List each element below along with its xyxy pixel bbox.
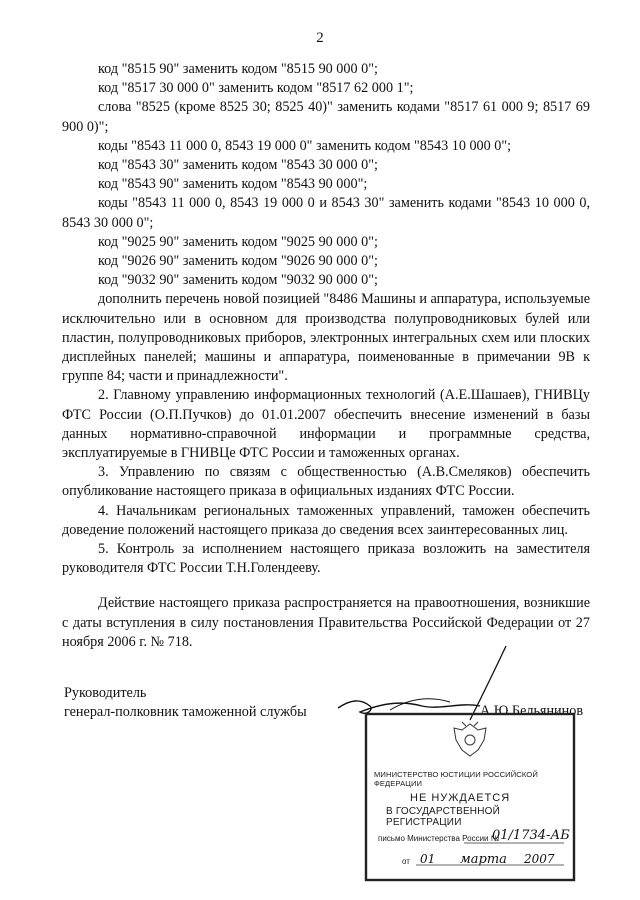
signatory-title	[64, 684, 307, 722]
amendment-line: коды "8543 11 000 0, 8543 19 000 0" заменить кодом "8543 10 000 0";	[98, 137, 512, 154]
amendment-line: код "9032 90" заменить кодом "9032 90 000 0";	[98, 272, 378, 289]
amendment-line: код "8543 90" заменить кодом "8543 90 000";	[98, 176, 368, 193]
signatory-title-line: генерал-полковник таможенной службы	[64, 704, 307, 720]
stamp-ministry: МИНИСТЕРСТВО ЮСТИЦИИ РОССИЙСКОЙ ФЕДЕРАЦИИ	[374, 770, 538, 788]
amendment-line: код "9025 90" заменить кодом "9025 90 000 0";	[98, 233, 378, 250]
amendment-line: коды "8543 11 000 0, 8543 19 000 0 и 8543 30" заменить кодами "8543 10 000 0, 8543 30 000 0";	[62, 195, 590, 231]
page-number: 2	[316, 30, 324, 46]
paragraph: 3. Управлению по связям с общественностью (А.В.Смеляков) обеспечить опубликование настоящего приказа в официальных изданиях ФТС России.	[62, 464, 590, 500]
amendment-line: слова "8525 (кроме 8525 30; 8525 40)" заменить кодами "8517 61 000 9; 8517 69 900 0)";	[62, 99, 590, 135]
amendment-line: код "8517 30 000 0" заменить кодом "8517 62 000 1";	[98, 80, 414, 97]
paragraph: дополнить перечень новой позицией "8486 Машины и аппаратура, используемые исключительно или в основном для производства полупроводниковых булей или пластин, полупроводниковых приборов, электронных интегральных схем или плоских дисплейных панелей; машины и аппаратура, поименованные в примечании 9В к группе 84; части и принадлежности".	[62, 291, 590, 385]
stamp-date-year: 2007	[524, 852, 555, 866]
stamp-letter-number: 01/1734-АБ	[492, 828, 570, 843]
stamp-line: В ГОСУДАРСТВЕННОЙ РЕГИСТРАЦИИ	[386, 806, 501, 828]
paragraph: 2. Главному управлению информационных технологий (А.Е.Шашаев), ГНИВЦу ФТС России (О.П.Пучков) до 01.01.2007 обеспечить внесение изменений в базы данных нормативно-справочной информации и программные средства, эксплуатируемые в ГНИВЦе ФТС России и таможенных органах.	[62, 387, 590, 462]
stamp-letter-label: письмо Министерства России №	[378, 834, 500, 843]
paragraph: 4. Начальникам региональных таможенных управлений, таможен обеспечить доведение положений настоящего приказа до сведения всех заинтересованных лиц.	[62, 502, 590, 538]
paragraph: Действие настоящего приказа распространяется на правоотношения, возникшие с даты вступления в силу постановления Правительства Российской Федерации от 27 ноября 2006 г. № 718.	[62, 595, 590, 650]
paragraph: 5. Контроль за исполнением настоящего приказа возложить на заместителя руководителя ФТС России Т.Н.Голендееву.	[62, 541, 590, 577]
coat-of-arms-icon	[454, 722, 486, 756]
signatory-name: А.Ю.Бельянинов	[480, 703, 584, 719]
signatory-title-line: Руководитель	[64, 685, 147, 701]
stamp-line: НЕ НУЖДАЕТСЯ	[410, 792, 511, 804]
document-body	[62, 60, 590, 652]
amendment-line: код "9026 90" заменить кодом "9026 90 000 0";	[98, 253, 378, 270]
stamp-date-day: 01	[420, 852, 436, 866]
registration-stamp	[364, 712, 576, 882]
stamp-date-month: марта	[460, 852, 507, 867]
stamp-date-label: от	[402, 857, 410, 866]
amendment-line: код "8515 90" заменить кодом "8515 90 000 0";	[98, 61, 378, 77]
amendment-line: код "8543 30" заменить кодом "8543 30 000 0";	[98, 157, 378, 174]
